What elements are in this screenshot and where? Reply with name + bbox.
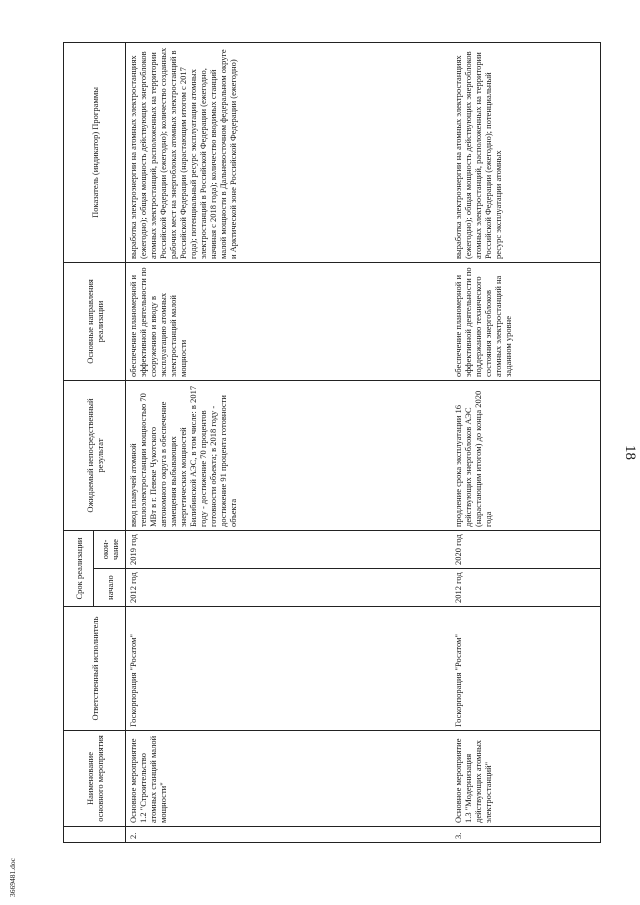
row-start: 2012 год	[126, 569, 451, 607]
row-executor: Госкорпорация "Росатом"	[126, 607, 451, 731]
row-end: 2019 год	[126, 531, 451, 569]
header-num	[64, 827, 126, 843]
table-row	[451, 43, 601, 843]
row-name: Основное мероприятие 1.2 "Строительство атомных станций малой мощности"	[126, 731, 451, 827]
program-table	[63, 42, 601, 843]
row-name: Основное мероприятие 1.3 "Модернизация действующих атомных электростанций"	[451, 731, 601, 827]
row-end: 2020 год	[451, 531, 601, 569]
header-name: Наименование основного мероприятия	[64, 731, 126, 827]
row-result: ввод плавучей атомной теплоэлектростанции мощностью 70 МВт в г. Певеке Чукотского автономного округа в обеспечение замещения выбывающих энергетических мощностей Билибинской АЭС, в том числе: в 2017 году - достижение 70 процентов готовности объекта; в 2018 году - достижение 91 процента готовности объекта	[126, 381, 451, 531]
row-indicator: выработка электроэнергии на атомных электростанциях (ежегодно); общая мощность действующих энергоблоков атомных электростанций, расположенных на территории Российской Федерации (ежегодно); потенциальный ресурс эксплуатации атомных	[451, 43, 601, 263]
row-directions: обеспечение планомерной и эффективной деятельности по поддержанию технического состояния энергоблоков атомных электростанций на заданном уровне	[451, 263, 601, 381]
header-end: окон-чание	[94, 531, 126, 569]
header-start: начало	[94, 569, 126, 607]
header-term: Срок реализации	[64, 531, 94, 607]
page-number: 18	[622, 445, 638, 460]
row-num: 2.	[126, 827, 451, 843]
header-directions: Основные направления реализации	[64, 263, 126, 381]
row-indicator: выработка электроэнергии на атомных электростанциях (ежегодно); общая мощность действующих энергоблоков атомных электростанций, расположенных на территории Российской Федерации (ежегодно); количество созданных рабочих мест на энергоблоках атомных электростанций в Российской Федерации (нарастающим итогом с 2017 года); потенциальный ресурс эксплуатации атомных электростанций в Российской Федерации (ежегодно, начиная с 2018 года); количество вводимых станций малой мощности в Дальневосточном федеральном округе и Арктической зоне Российской Федерации (ежегодно)	[126, 43, 451, 263]
header-executor: Ответственный исполнитель	[64, 607, 126, 731]
header-row	[64, 43, 94, 843]
header-result: Ожидаемый непосредственный результат	[64, 381, 126, 531]
row-start: 2012 год	[451, 569, 601, 607]
row-directions: обеспечение планомерной и эффективной деятельности по сооружению и вводу в эксплуатацию атомных электростанций малой мощности	[126, 263, 451, 381]
document-footer: 3669481.doc	[8, 858, 17, 897]
table-row	[126, 43, 451, 843]
row-executor: Госкорпорация "Росатом"	[451, 607, 601, 731]
row-num: 3.	[451, 827, 601, 843]
header-indicator: Показатель (индикатор) Программы	[64, 43, 126, 263]
row-result: продление срока эксплуатации 16 действующих энергоблоков АЭС (нарастающим итогом) до конца 2020 года	[451, 381, 601, 531]
